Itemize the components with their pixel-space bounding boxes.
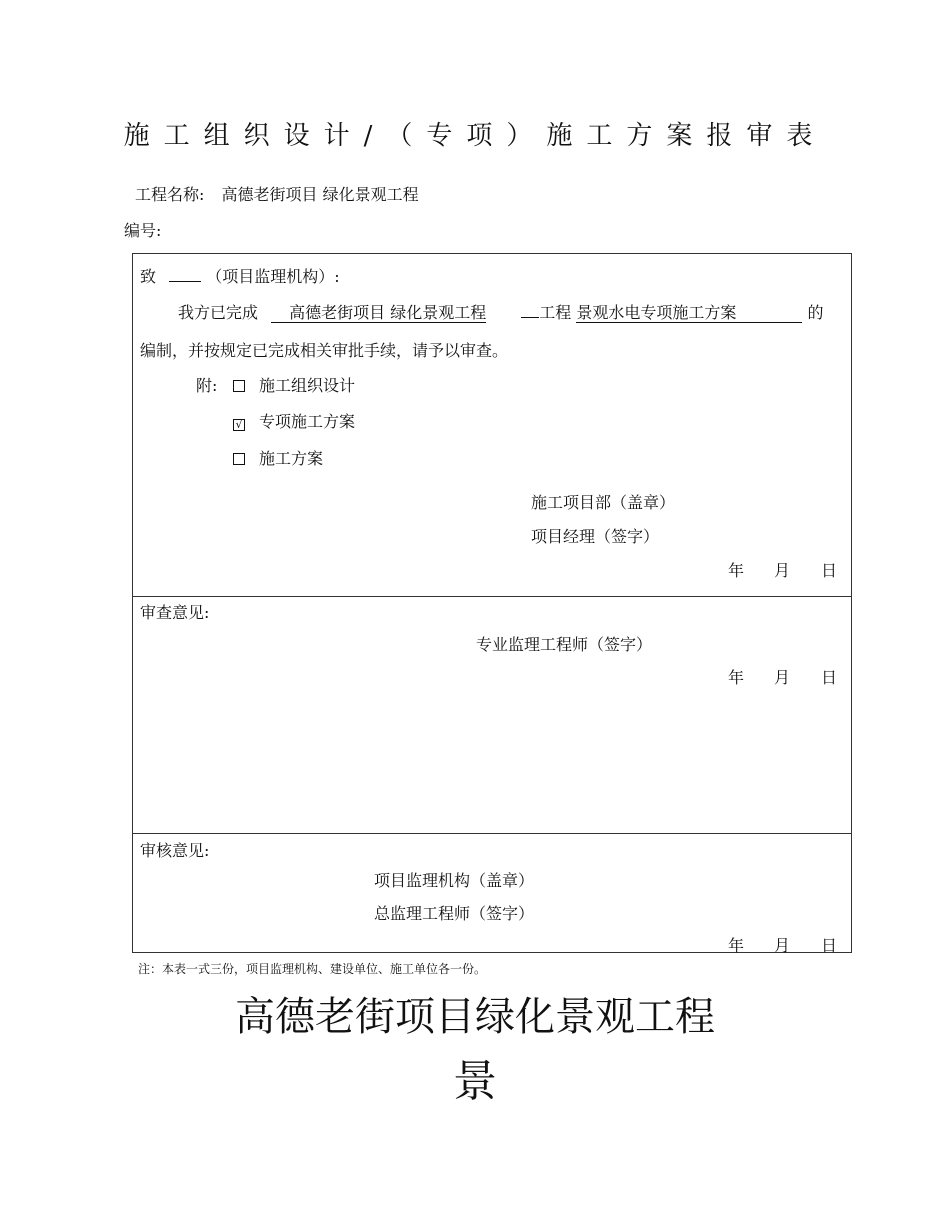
form-note: 注：本表一式三份，项目监理机构、建设单位、施工单位各一份。 <box>138 962 487 976</box>
addressee-line <box>140 264 340 287</box>
line1-suffix: 的 <box>807 303 824 322</box>
line1-mid: 工程 <box>539 303 572 322</box>
date-year: 年 <box>728 561 745 580</box>
completion-line <box>178 300 824 323</box>
date-month: 月 <box>774 668 791 687</box>
date-year: 年 <box>728 936 745 955</box>
attachment-label: 专项施工方案 <box>259 412 356 431</box>
footer-title-continued: 景 <box>453 1056 497 1107</box>
section-divider-2 <box>132 833 852 834</box>
project-name: 高德老街项目 绿化景观工程 <box>221 185 419 204</box>
project-blank[interactable] <box>521 317 539 318</box>
contractor-seal: 施工项目部（盖章） <box>531 493 676 512</box>
checkbox-construction-plan[interactable] <box>233 453 245 465</box>
section-divider-1 <box>132 596 852 597</box>
chief-engineer-signature: 总监理工程师（签字） <box>374 904 535 923</box>
project-name-row <box>135 182 419 205</box>
to-prefix: 致 <box>140 267 157 286</box>
date-day: 日 <box>821 936 838 955</box>
number-label: 编号: <box>124 221 162 240</box>
attachment-row <box>233 373 355 396</box>
line1-prefix: 我方已完成 <box>178 303 259 322</box>
project-label: 工程名称: <box>135 185 205 204</box>
footer-title: 高德老街项目绿化景观工程 <box>235 994 715 1040</box>
to-suffix: （项目监理机构）: <box>206 267 340 286</box>
audit-heading: 审核意见: <box>140 841 210 860</box>
attachment-label: 施工方案 <box>259 449 324 468</box>
date-day: 日 <box>821 561 838 580</box>
attach-label: 附: <box>196 376 218 395</box>
checkbox-special-plan[interactable]: √ <box>233 419 245 431</box>
pm-signature: 项目经理（签字） <box>531 527 660 546</box>
engineer-signature: 专业监理工程师（签字） <box>476 635 653 654</box>
date-month: 月 <box>774 936 791 955</box>
addressee-blank[interactable] <box>169 281 201 282</box>
supervision-seal: 项目监理机构（盖章） <box>374 871 535 890</box>
review-heading: 审查意见: <box>140 603 210 622</box>
line1-project: 高德老街项目 绿化景观工程 <box>271 304 486 323</box>
form-title: 施工组织设计/（专项）施工方案报审表 <box>123 121 827 151</box>
date-day: 日 <box>821 668 838 687</box>
checkbox-org-design[interactable] <box>233 380 245 392</box>
attachment-row <box>233 446 323 469</box>
date-year: 年 <box>728 668 745 687</box>
attachment-row <box>233 409 355 432</box>
line2: 编制，并按规定已完成相关审批手续，请予以审查。 <box>140 341 509 360</box>
line1-plan: 景观水电专项施工方案 <box>576 304 802 323</box>
date-month: 月 <box>774 561 791 580</box>
attachment-label: 施工组织设计 <box>259 376 356 395</box>
